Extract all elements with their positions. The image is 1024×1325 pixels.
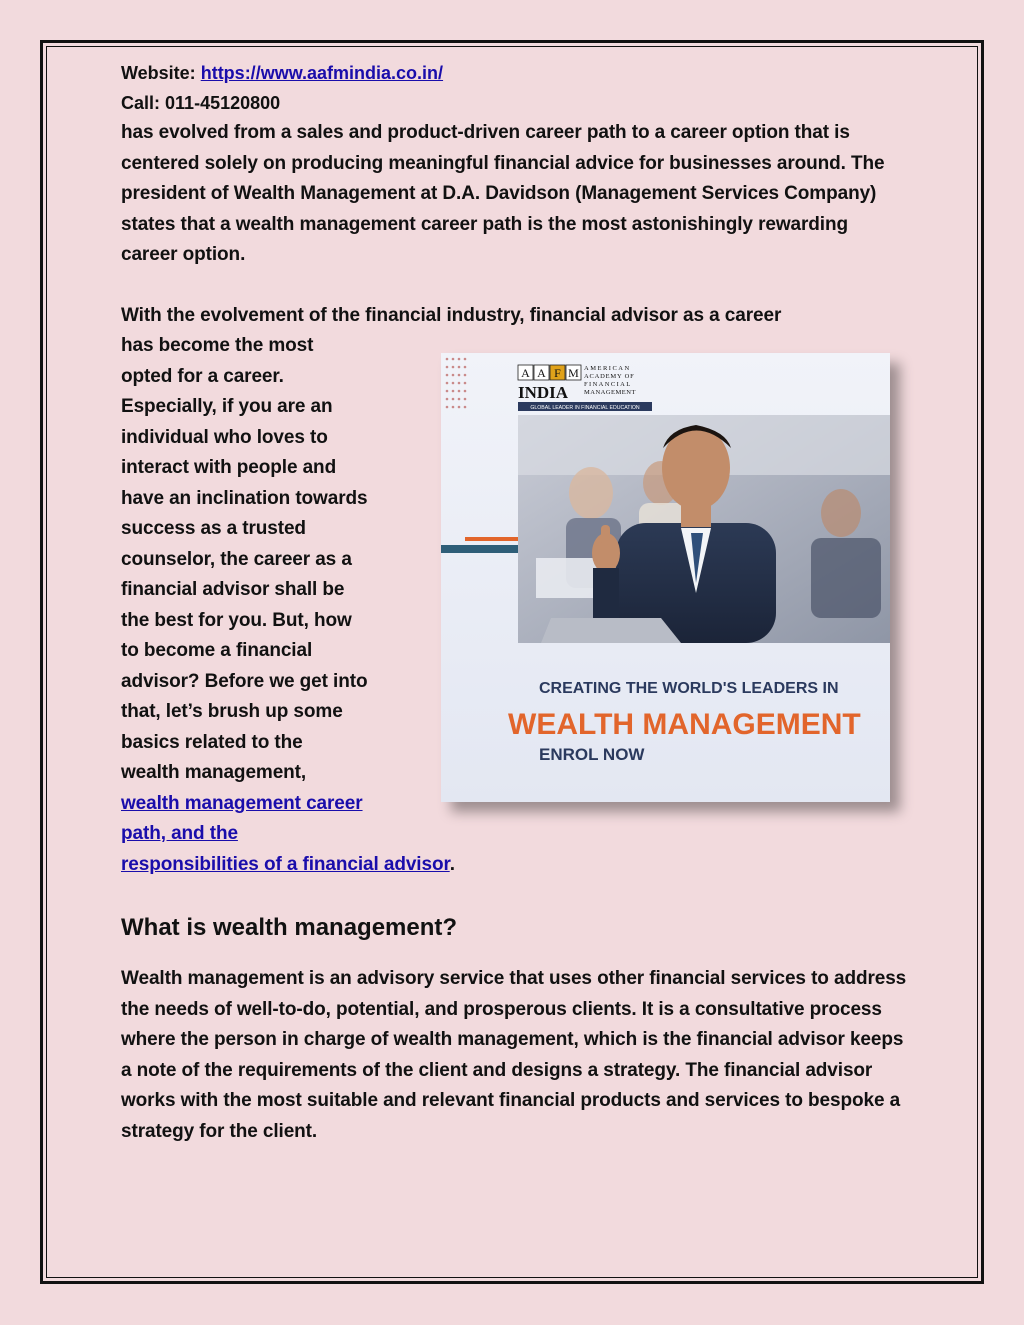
career-line: basics related to the xyxy=(121,731,303,753)
section-heading: What is wealth management? xyxy=(121,914,458,941)
link-line xyxy=(121,789,421,820)
career-line: have an inclination towards xyxy=(121,487,368,509)
career-paragraph-wrap xyxy=(121,331,455,880)
career-line: financial advisor shall be xyxy=(121,579,345,600)
banner-line-1: CREATING THE WORLD'S LEADERS IN xyxy=(539,680,839,697)
banner-graphic xyxy=(441,353,890,802)
career-line: wealth management, xyxy=(121,762,307,783)
logo-name: ACADEMY OF xyxy=(584,373,635,380)
orange-stripe xyxy=(465,537,521,541)
logo-india: INDIA xyxy=(518,383,569,402)
career-path-link[interactable]: path, and the xyxy=(121,823,238,844)
teal-stripe xyxy=(441,545,521,553)
logo-name: FINANCIAL xyxy=(584,381,632,388)
career-line: interact with people and xyxy=(121,457,337,478)
wealth-paragraph: Wealth management is an advisory service that uses other financial services to address the needs of well-to-do, potential, and prosperous clients. It is a consultative process where the person in charge of wealth management, which is the financial advisor keeps a note of the requirements of the client and designs a strategy. The financial advisor works with the most suitable and relevant financial products and services to bespoke a strategy for the client. xyxy=(121,968,907,1142)
career-line: to become a financial xyxy=(121,640,313,661)
sentence-end: . xyxy=(449,853,455,875)
logo-tagline: GLOBAL LEADER IN FINANCIAL EDUCATION xyxy=(530,405,640,411)
call-label: Call: xyxy=(121,93,161,113)
responsibilities-link[interactable]: responsibilities of a financial advisor xyxy=(121,853,450,875)
aafm-banner-image[interactable] xyxy=(441,353,890,802)
logo-letter: A xyxy=(521,366,530,380)
career-line: has become the most xyxy=(121,335,314,356)
call-number: 011-45120800 xyxy=(165,93,281,113)
banner-enrol-button: ENROL NOW xyxy=(539,745,645,764)
career-line: Especially, if you are an xyxy=(121,396,333,417)
career-line: advisor? Before we get into xyxy=(121,670,368,692)
career-line: the best for you. But, how xyxy=(121,609,352,631)
career-path-link[interactable]: wealth management career xyxy=(121,792,363,814)
banner-line-2: WEALTH MANAGEMENT xyxy=(508,708,861,741)
logo-letter: F xyxy=(554,366,561,380)
website-label: Website: xyxy=(121,63,196,83)
link-line xyxy=(121,850,455,881)
laptop-icon xyxy=(541,618,681,643)
intro-paragraph: has evolved from a sales and product-driven career path to a career option that is centered solely on producing meaningful financial advice for businesses around. The president of Wealth Management at D.A. Davidson (Management Services Company) states that a wealth management career path is the most astonishingly rewarding career option. xyxy=(121,122,885,265)
career-line: individual who loves to xyxy=(121,426,328,448)
link-line xyxy=(121,819,421,850)
logo-name: AMERICAN xyxy=(584,365,631,372)
website-line xyxy=(121,58,911,88)
career-line: success as a trusted xyxy=(121,518,306,539)
logo-name: MANAGEMENT xyxy=(584,389,636,396)
career-line: opted for a career. xyxy=(121,365,284,387)
career-line: that, let’s brush up some xyxy=(121,701,343,722)
logo-letter: M xyxy=(568,366,579,380)
career-paragraph-lead: With the evolvement of the financial industry, financial advisor as a career xyxy=(121,304,782,326)
website-link[interactable]: https://www.aafmindia.co.in/ xyxy=(200,63,444,83)
call-line xyxy=(121,88,911,118)
logo-letter: A xyxy=(537,366,546,380)
career-line: counselor, the career as a xyxy=(121,548,352,570)
